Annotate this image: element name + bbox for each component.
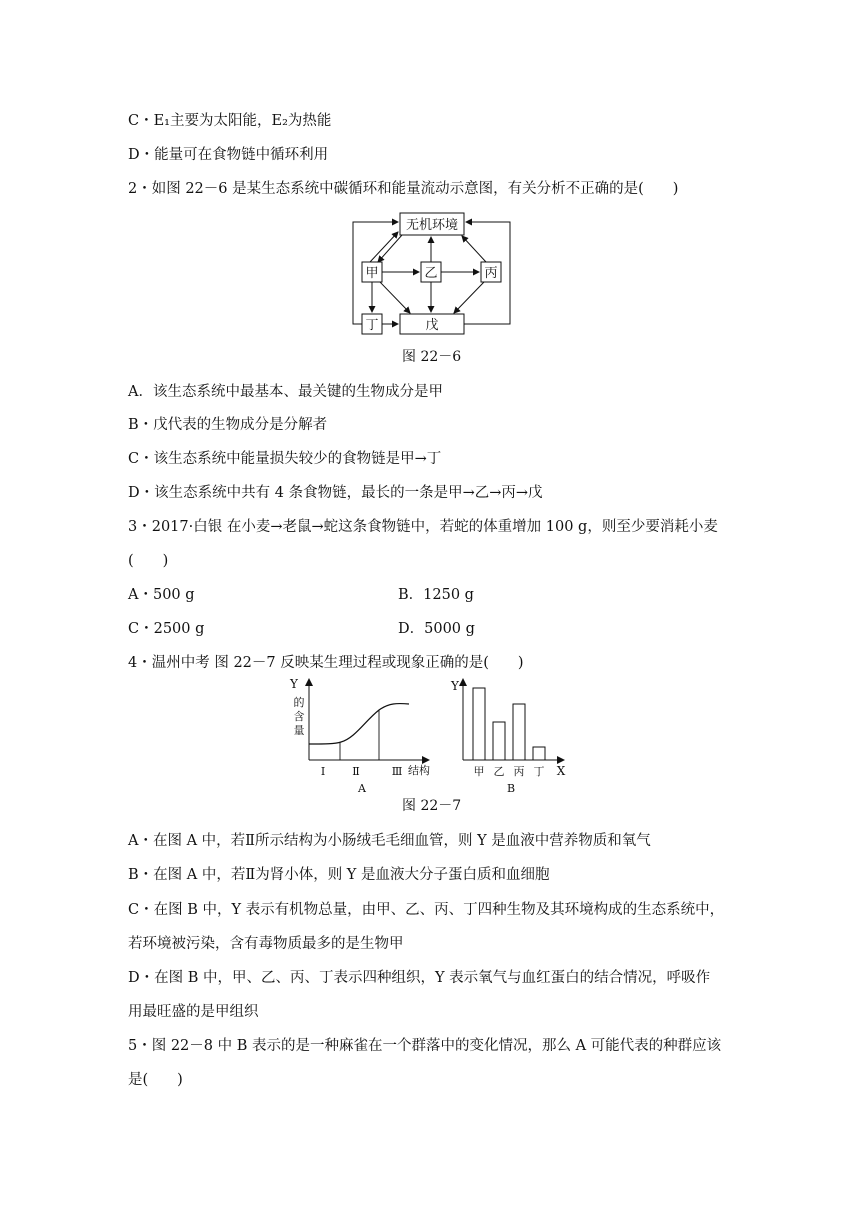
q2-option-b: B・戊代表的生物成分是分解者 — [128, 417, 328, 433]
q4-option-b: B・在图 A 中，若Ⅱ为肾小体，则 Y 是血液大分子蛋白质和血细胞 — [128, 867, 550, 883]
q2-option-a: A．该生态系统中最基本、最关键的生物成分是甲 — [128, 384, 443, 400]
chart-a-y-arrow — [305, 678, 313, 686]
question-3: 3・2017·白银 在小麦→老鼠→蛇这条食物链中，若蛇的体重增加 100 g，则至少要消耗小麦 — [128, 519, 718, 535]
q4-option-a: A・在图 A 中，若Ⅱ所示结构为小肠绒毛毛细血管，则 Y 是血液中营养物质和氧气 — [128, 833, 651, 849]
bing-label: 丙 — [484, 266, 498, 281]
q3-option-a: A・500 g — [128, 587, 195, 603]
q3-option-d: D．5000 g — [398, 621, 475, 637]
arrow-bing-env — [462, 236, 486, 262]
chart-a-ylabel-1: 的 — [293, 696, 305, 709]
chart-b-name: B — [506, 782, 516, 795]
arrow-bing-wu — [454, 282, 484, 313]
question-3-blank: ( ) — [128, 553, 169, 569]
question-2: 2・如图 22－6 是某生态系统中碳循环和能量流动示意图，有关分析不正确的是( ) — [128, 181, 679, 197]
chart-a-curve — [309, 704, 409, 744]
chart-b-bar-1 — [473, 688, 485, 760]
chart-a-y-label: Y — [290, 677, 298, 691]
chart-b-x-arrow — [557, 756, 565, 764]
question-5-line2: 是( ) — [128, 1072, 183, 1088]
arrow-jia-env — [370, 232, 398, 262]
arrow-jia-wu — [380, 282, 410, 313]
figure-22-6-diagram — [350, 210, 515, 340]
chart-a-x-arrow — [422, 756, 430, 764]
chart-a-x-label: 结构 — [408, 764, 430, 777]
question-5-line1: 5・图 22－8 中 B 表示的是一种麻雀在一个群落中的变化情况，那么 A 可能代表的种群应该 — [128, 1038, 722, 1054]
figure-22-6-caption: 图 22－6 — [402, 349, 462, 365]
chart-b-category-2: 乙 — [493, 765, 505, 778]
ding-label: 丁 — [365, 318, 379, 333]
chart-a-name: A — [358, 782, 366, 795]
chart-a-ylabel-2: 含 — [293, 710, 305, 723]
figure-22-7-chart-a — [285, 676, 435, 796]
chart-b-bar-4 — [533, 747, 545, 760]
jia-label: 甲 — [365, 266, 379, 281]
chart-b-category-1: 甲 — [473, 765, 485, 778]
chart-b-bar-2 — [493, 722, 505, 760]
env-label: 无机环境 — [405, 218, 459, 233]
question-4: 4・温州中考 图 22－7 反映某生理过程或现象正确的是( ) — [128, 655, 524, 671]
chart-b-y-label: Y — [451, 679, 459, 693]
chart-a-tick-3: Ⅲ — [391, 765, 403, 778]
chart-b-bar-3 — [513, 704, 525, 760]
chart-b-y-arrow — [459, 678, 467, 686]
arrow-env-jia — [378, 235, 402, 262]
q4-option-d-line1: D・在图 B 中，甲、乙、丙、丁表示四种组织，Y 表示氧气与血红蛋白的结合情况，呼吸作 — [128, 970, 711, 986]
option-d-prev: D・能量可在食物链中循环利用 — [128, 147, 329, 163]
option-c-prev: C・E₁主要为太阳能，E₂为热能 — [128, 113, 332, 129]
q4-option-c-line2: 若环境被污染，含有毒物质最多的是生物甲 — [128, 936, 404, 952]
figure-22-7-caption: 图 22－7 — [402, 798, 462, 814]
wu-label: 戊 — [425, 318, 439, 333]
q3-option-b: B．1250 g — [398, 587, 474, 603]
q2-option-c: C・该生态系统中能量损失较少的食物链是甲→丁 — [128, 451, 442, 467]
chart-a-tick-2: Ⅱ — [352, 765, 360, 778]
chart-b-category-4: 丁 — [533, 765, 545, 778]
q3-option-c: C・2500 g — [128, 621, 205, 637]
q2-option-d: D・该生态系统中共有 4 条食物链，最长的一条是甲→乙→丙→戊 — [128, 485, 543, 501]
chart-a-ylabel-3: 量 — [293, 724, 305, 737]
q4-option-d-line2: 用最旺盛的是甲组织 — [128, 1004, 259, 1020]
chart-b-x-label: X — [556, 764, 566, 778]
chart-b-category-3: 丙 — [513, 765, 525, 778]
yi-label: 乙 — [424, 266, 438, 281]
q4-option-c-line1: C・在图 B 中，Y 表示有机物总量，由甲、乙、丙、丁四种生物及其环境构成的生态系统中， — [128, 902, 725, 918]
figure-22-7-chart-b — [447, 676, 577, 796]
chart-a-tick-1: Ⅰ — [320, 765, 326, 778]
